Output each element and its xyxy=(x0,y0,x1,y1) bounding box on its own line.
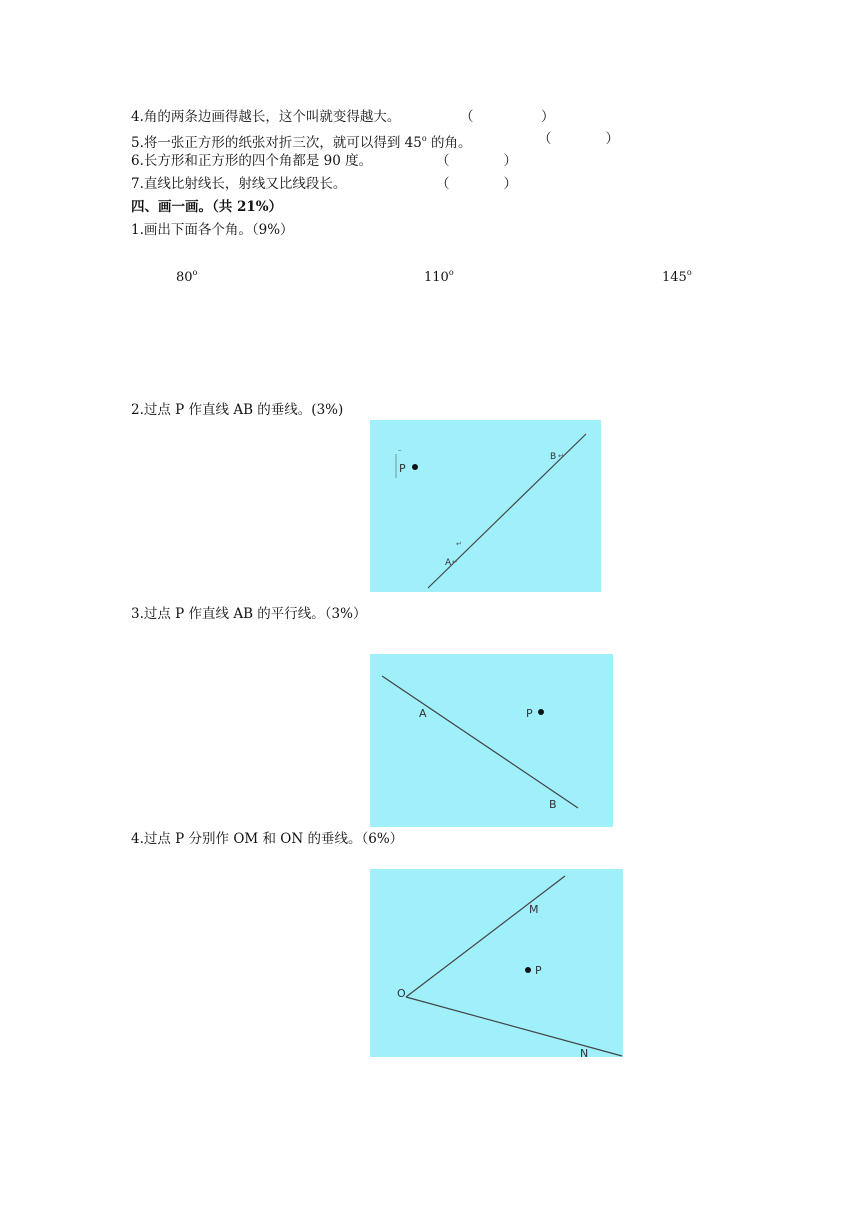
return-mark-mid: ↵ xyxy=(456,540,462,548)
judge-q7-answer-parens[interactable]: （ ） xyxy=(436,176,517,192)
point-m-label: M xyxy=(529,903,539,916)
draw-q4-text: 4.过点 P 分别作 OM 和 ON 的垂线。（6%） xyxy=(131,831,404,847)
figure-angle-mon[interactable] xyxy=(370,869,623,1057)
figure-angle-mon-svg xyxy=(370,869,623,1057)
judge-q5-answer-parens[interactable]: （ ） xyxy=(538,131,619,147)
judge-q4-text: 4.角的两条边画得越长，这个叫就变得越大。 xyxy=(131,109,401,125)
judge-q5-text xyxy=(131,129,471,153)
figure-perpendicular[interactable] xyxy=(370,420,601,592)
angle-110-label: 110$^o$ xyxy=(424,268,454,285)
judge-q5-text-a: 5.将一张正方形的纸张对折三次，就可以得到 45 xyxy=(131,135,422,151)
draw-q1-text: 1.画出下面各个角。（9%） xyxy=(131,222,294,238)
point-p-label: P xyxy=(526,707,533,720)
figure-perpendicular-svg xyxy=(370,420,601,592)
judge-q7-text: 7.直线比射线长，射线又比线段长。 xyxy=(131,176,347,192)
point-o-label: O xyxy=(397,987,406,1000)
draw-q3-text: 3.过点 P 作直线 AB 的平行线。（3%） xyxy=(131,606,367,622)
section-title: 四、画一画。（共 21%） xyxy=(131,199,283,215)
draw-q2-text: 2.过点 P 作直线 AB 的垂线。(3%) xyxy=(131,402,344,418)
degree-sup: o xyxy=(421,134,427,143)
ray-on xyxy=(406,997,622,1056)
point-b-label: B xyxy=(549,798,557,811)
figure-parallel-svg xyxy=(370,654,613,827)
dash-mark: – xyxy=(398,446,402,454)
return-mark-a: ↵ xyxy=(452,558,458,566)
point-a-label: A xyxy=(419,707,427,720)
point-n-label: N xyxy=(580,1047,589,1060)
judge-q6-answer-parens[interactable]: （ ） xyxy=(436,153,517,169)
return-mark-b: ↵ xyxy=(558,452,564,460)
judge-q6-text: 6.长方形和正方形的四个角都是 90 度。 xyxy=(131,153,373,169)
angle-145-label: 145$^o$ xyxy=(662,268,692,285)
point-p-label: P xyxy=(399,462,406,475)
point-p-label: P xyxy=(535,964,542,977)
point-p-dot xyxy=(538,709,544,715)
point-b-label: B xyxy=(550,452,557,462)
judge-q4-answer-parens[interactable]: （ ） xyxy=(460,109,555,125)
point-a-label: A xyxy=(445,558,452,568)
angle-80-label: 80$^o$ xyxy=(176,268,198,285)
point-p-dot xyxy=(412,464,418,470)
point-p-dot xyxy=(525,967,531,973)
line-ab xyxy=(382,676,578,808)
judge-q5-text-b: 的角。 xyxy=(426,135,472,151)
figure-parallel[interactable] xyxy=(370,654,613,827)
ray-om xyxy=(406,876,565,997)
